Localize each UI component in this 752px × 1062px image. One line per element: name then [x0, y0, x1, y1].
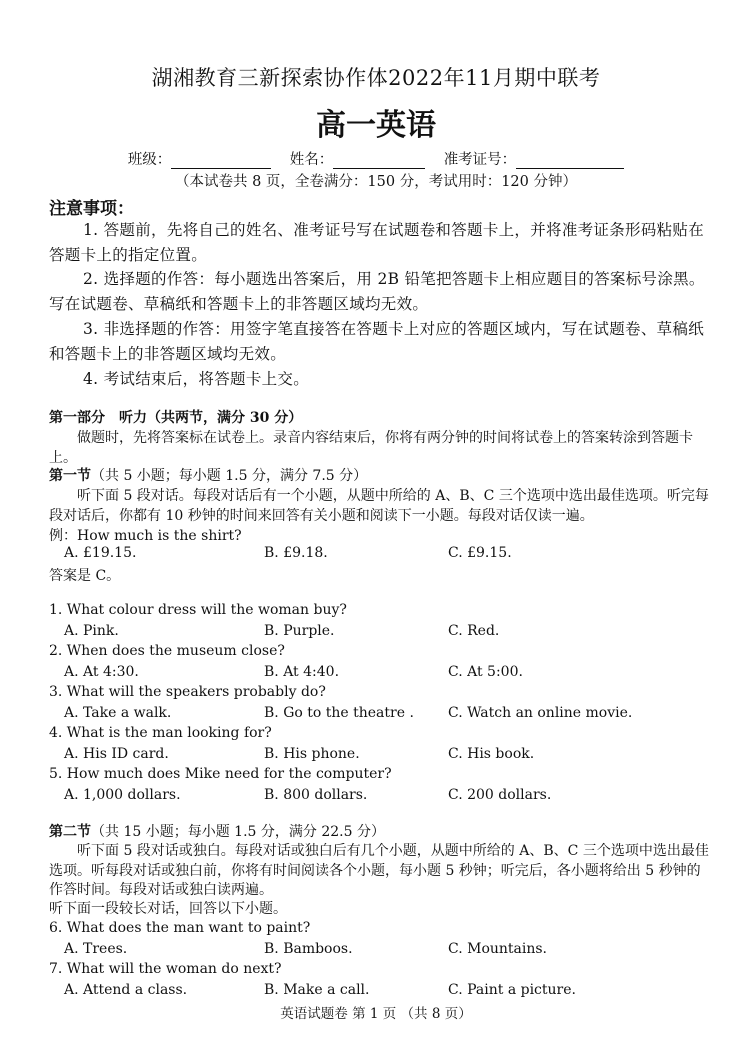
- section2-heading: 第二节: [49, 824, 91, 840]
- section2-heading-row: [49, 823, 709, 843]
- question-1-option-c: C. Red.: [448, 623, 500, 639]
- section1-heading-row: [49, 467, 709, 487]
- id-blank: [516, 154, 624, 169]
- section2-heading-note: （共 15 小题；每小题 1.5 分，满分 22.5 分）: [91, 824, 385, 840]
- question-3-option-c: C. Watch an online movie.: [448, 705, 633, 721]
- notice-item: 1. 答题前，先将自己的姓名、准考证号写在试题卷和答题卡上，并将准考证条形码粘贴在答题卡上的指定位置。: [49, 221, 705, 264]
- section2-instruction: 听下面 5 段对话或独白。每段对话或独白后有几个小题，从题中所给的 A、B、C 三个选项中选出最佳选项。听每段对话或独白前，你将有时间阅读各个小题，每小题 5 秒钟；听完后，各小题将给出 5 秒钟的作答时间。每段对话或独白读两遍。: [49, 843, 709, 899]
- question-7-option-a: A. Attend a class.: [64, 982, 188, 998]
- question-5-option-a: A. 1,000 dollars.: [64, 787, 181, 803]
- question-2-option-a: A. At 4:30.: [64, 664, 139, 680]
- example-option-a: A. £19.15.: [64, 545, 137, 561]
- notice-item: 4. 考试结束后，将答题卡上交。: [83, 370, 310, 388]
- section1-instruction: 听下面 5 段对话。每段对话后有一个小题，从题中所给的 A、B、C 三个选项中选出最佳选项。听完每段对话后，你都有 10 秒钟的时间来回答有关小题和阅读下一小题。每段对话仅读一遍。: [49, 488, 709, 524]
- notice-item: 2. 选择题的作答：每小题选出答案后，用 2B 铅笔把答题卡上相应题目的答案标号涂黑。写在试题卷、草稿纸和答题卡上的非答题区域均无效。: [49, 270, 705, 313]
- question-4-option-c: C. His book.: [448, 746, 535, 762]
- class-label: 班级：: [127, 152, 172, 168]
- question-7-option-c: C. Paint a picture.: [448, 982, 576, 998]
- page-footer: 英语试题卷 第 1 页 （共 8 页）: [280, 1006, 472, 1022]
- question-7-option-b: B. Make a call.: [264, 982, 370, 998]
- example-question: 例：How much is the shirt?: [49, 528, 242, 544]
- section1-heading: 第一节: [49, 468, 91, 484]
- name-label: 姓名：: [289, 152, 334, 168]
- question-2-option-b: B. At 4:40.: [264, 664, 340, 680]
- section2-lead: 听下面一段较长对话，回答以下小题。: [49, 901, 287, 917]
- question-7: 7. What will the woman do next?: [49, 961, 282, 977]
- question-1-option-a: A. Pink.: [64, 623, 119, 639]
- question-6-option-b: B. Bamboos.: [264, 941, 353, 957]
- part1-instruction: 做题时，先将答案标在试卷上。录音内容结束后，你将有两分钟的时间将试卷上的答案转涂到答题卡上。: [49, 430, 693, 466]
- question-5-option-b: B. 800 dollars.: [264, 787, 368, 803]
- question-5: 5. How much does Mike need for the computer?: [49, 766, 392, 782]
- question-3: 3. What will the speakers probably do?: [49, 684, 326, 700]
- question-5-option-c: C. 200 dollars.: [448, 787, 552, 803]
- class-blank: [171, 154, 271, 169]
- question-6-option-c: C. Mountains.: [448, 941, 548, 957]
- question-6: 6. What does the man want to paint?: [49, 920, 311, 936]
- section1-heading-note: （共 5 小题；每小题 1.5 分，满分 7.5 分）: [91, 468, 368, 484]
- example-option-c: C. £9.15.: [448, 545, 512, 561]
- name-blank: [333, 154, 425, 169]
- exam-title: 湖湘教育三新探索协作体2022年11月期中联考: [151, 66, 601, 90]
- question-4: 4. What is the man looking for?: [49, 725, 272, 741]
- question-1: 1. What colour dress will the woman buy?: [49, 602, 347, 618]
- question-1-option-b: B. Purple.: [264, 623, 335, 639]
- question-3-option-a: A. Take a walk.: [64, 705, 172, 721]
- exam-note: （本试卷共 8 页，全卷满分：150 分，考试用时：120 分钟）: [174, 174, 577, 190]
- part1-heading: 第一部分 听力（共两节，满分 30 分）: [49, 410, 303, 426]
- question-4-option-b: B. His phone.: [264, 746, 360, 762]
- notice-item: 3. 非选择题的作答：用签字笔直接答在答题卡上对应的答题区域内，写在试题卷、草稿纸和答题卡上的非答题区域均无效。: [49, 320, 705, 363]
- notice-heading: 注意事项：: [49, 199, 134, 219]
- question-4-option-a: A. His ID card.: [64, 746, 169, 762]
- student-info-row: [0, 148, 752, 169]
- question-2: 2. When does the museum close?: [49, 643, 285, 659]
- question-6-option-a: A. Trees.: [64, 941, 128, 957]
- question-2-option-c: C. At 5:00.: [448, 664, 523, 680]
- id-label: 准考证号：: [443, 152, 517, 168]
- subject-title: 高一英语: [316, 108, 436, 143]
- example-answer: 答案是 C。: [49, 568, 121, 584]
- question-3-option-b: B. Go to the theatre .: [264, 705, 414, 721]
- example-option-b: B. £9.18.: [264, 545, 328, 561]
